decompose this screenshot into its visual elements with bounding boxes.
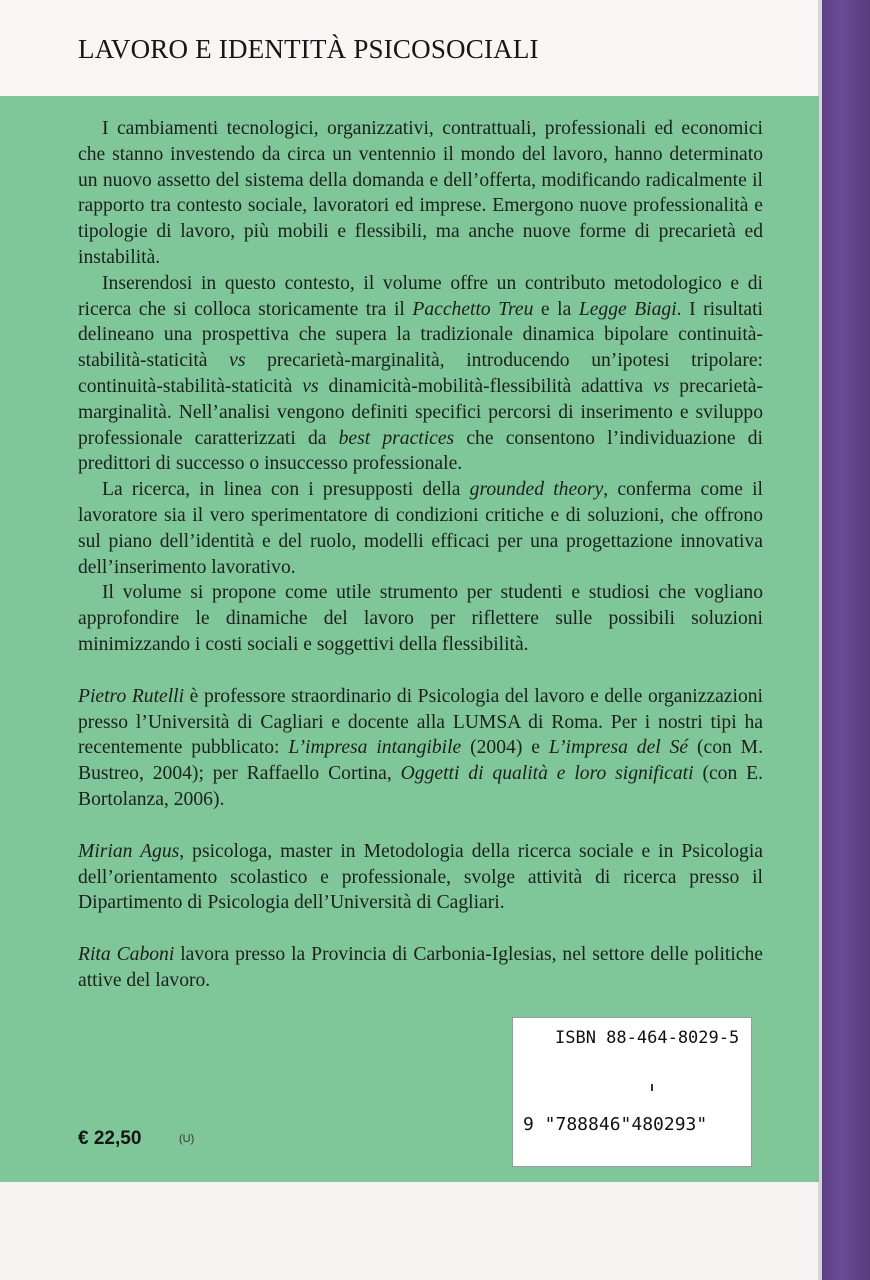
spine: [822, 0, 870, 1280]
author-name: Pietro Rutelli: [78, 685, 185, 707]
author-name: Mirian Agus: [78, 840, 180, 862]
barcode-number: 9 "788846"480293": [523, 1114, 708, 1135]
tick-mark: [651, 1084, 653, 1091]
price-note: (U): [179, 1133, 195, 1145]
isbn-barcode-label: [512, 1017, 752, 1167]
price: € 22,50: [78, 1128, 142, 1149]
paragraph-research: La ricerca, in linea con i presupposti della grounded theory, conferma come il lavoratore sia il vero sperimentatore di condizioni critiche e di soluzioni, che offrono sul piano dell’identità e del ruolo, modelli efficaci per una progettazione innovativa dell’inserimento lavorativo.: [78, 479, 763, 578]
author-bio-caboni: Rita Caboni lavora presso la Provincia di Carbonia-Iglesias, nel settore delle politiche attive del lavoro.: [78, 944, 763, 991]
paragraph-purpose: Il volume si propone come utile strumento per studenti e studiosi che vogliano approfondire le dinamiche del lavoro per riflettere sulle possibili soluzioni minimizzando i costi sociali e soggettivi della flessibilità.: [78, 582, 763, 655]
author-bio-rutelli: Pietro Rutelli è professore straordinario di Psicologia del lavoro e delle organizzazioni presso l’Università di Cagliari e docente alla LUMSA di Roma. Per i nostri tipi ha recentemente pubblicato: L’impresa intangibile (2004) e L’impresa del Sé (con M. Bustreo, 2004); per Raffaello Cortina, Oggetti di qualità e loro significati (con E. Bortolanza, 2006).: [78, 685, 764, 810]
author-bio-agus: Mirian Agus, psicologa, master in Metodologia della ricerca sociale e in Psicologia dell’orientamento scolastico e professionale, svolge attività di ricerca presso il Dipartimento di Psicologia dell’Università di Cagliari.: [78, 840, 763, 914]
paragraph-intro: I cambiamenti tecnologici, organizzativi, contrattuali, professionali ed economici che stanno investendo da circa un ventennio il mondo del lavoro, hanno determinato un nuovo assetto del sistema della domanda e dell’offerta, modificando radicalmente il rapporto tra contesto sociale, lavoratori ed imprese. Emergono nuove professionalità e tipologie di lavoro, più mobili e flessibili, ma anche nuove forme di precarietà ed instabilità.: [78, 118, 763, 268]
paragraph-context: Inserendosi in questo contesto, il volume offre un contributo metodologico e di ricerca che si colloca storicamente tra il Pacchetto Treu e la Legge Biagi. I risultati delineano una prospettiva che supera la tradizionale dinamica bipolare continuità-stabilità-staticità vs precarietà-marginalità, introducendo un’ipotesi tripolare: continuità-stabilità-staticità vs dinamicità-mobilità-flessibilità adattiva vs precarietà-marginalità. Nell’analisi vengono definiti specifici percorsi di inserimento e sviluppo professionale caratterizzati da best practices che consentono l’individuazione di predittori di successo o insuccesso professionale.: [78, 272, 763, 475]
footer-band: [0, 1182, 818, 1280]
blurb-text: [78, 116, 763, 994]
author-name: Rita Caboni: [78, 944, 175, 966]
book-title: LAVORO E IDENTITÀ PSICOSOCIALI: [78, 34, 539, 64]
isbn-number: ISBN 88-464-8029-5: [555, 1028, 740, 1048]
